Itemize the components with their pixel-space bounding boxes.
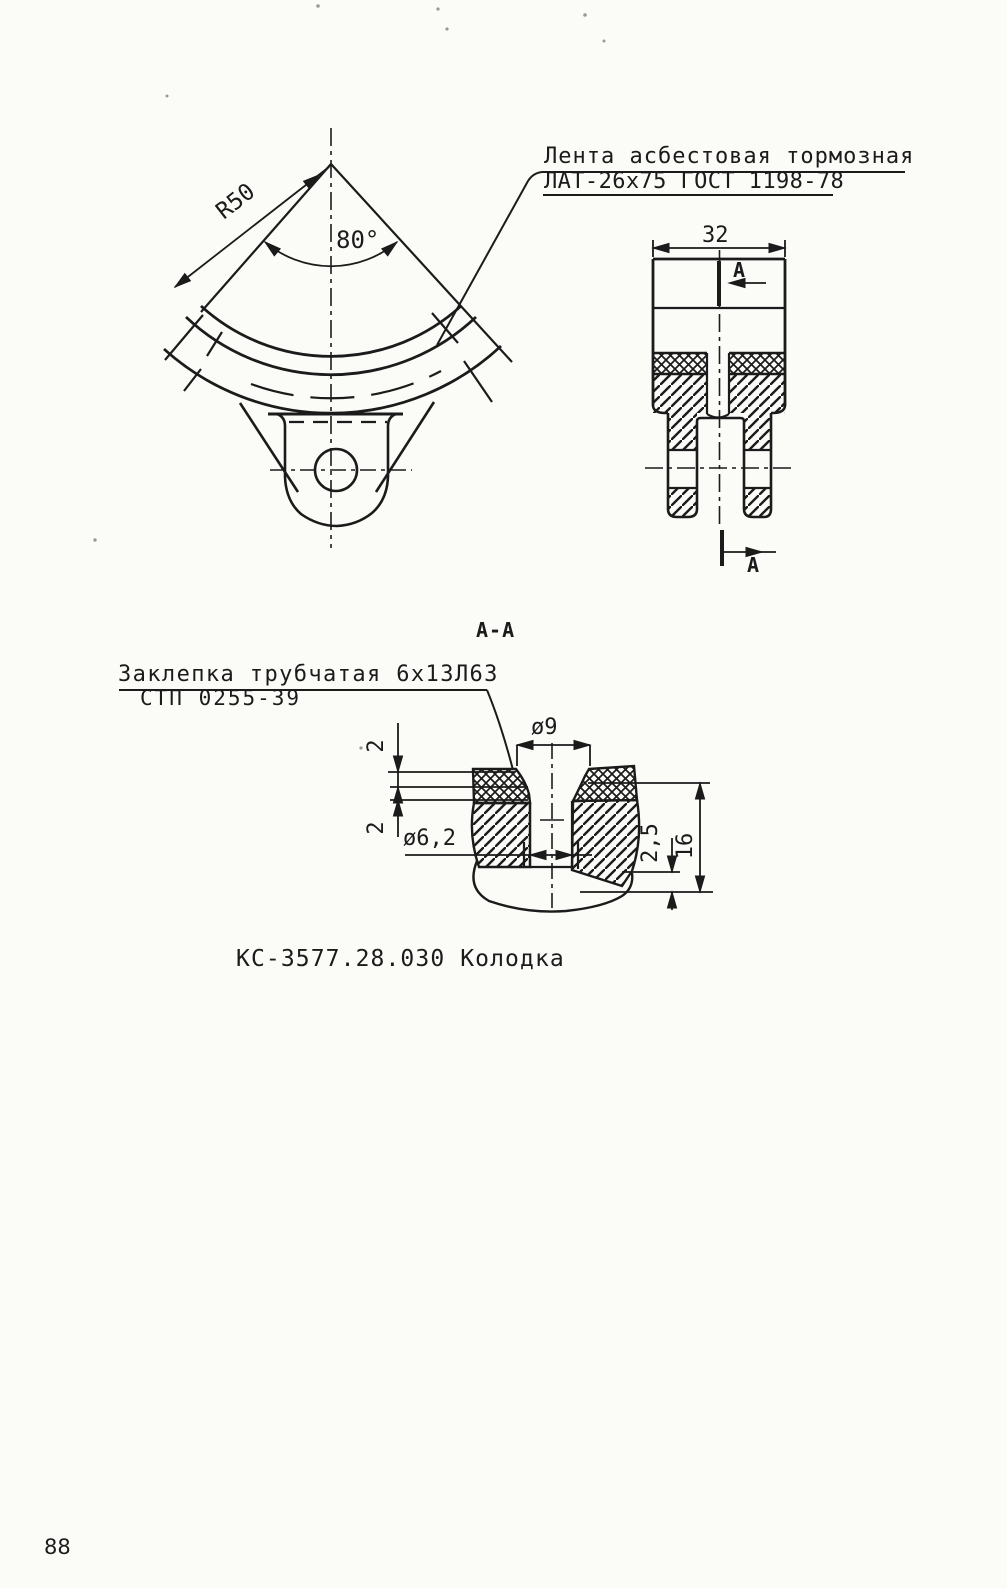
section-title: А-А: [476, 618, 516, 642]
tape-label-line1: Лента асбестовая тормозная: [544, 144, 915, 169]
dim-radius: R50: [211, 178, 261, 225]
side-view-rivet-slot: [707, 353, 729, 418]
tape-leader-line: [437, 172, 542, 345]
lip-arrow-bottom: [667, 892, 676, 908]
tape-label-line2: ЛАТ-26х75 ГОСТ 1198-78: [544, 169, 845, 194]
page-number: 88: [44, 1535, 71, 1559]
height-arrow-bottom: [695, 876, 704, 892]
side-view-tape-xhatch-right: [729, 353, 785, 374]
dim-tape-ply-top: 2: [364, 739, 390, 753]
angle-arrow-right: [382, 238, 400, 255]
dim-width: 32: [702, 223, 729, 248]
dim-hole-dia: ø6,2: [403, 826, 456, 851]
dim-angle: 80°: [336, 226, 380, 254]
width-arrow-right: [769, 243, 785, 252]
side-view-tape-xhatch-left: [653, 353, 707, 374]
dim-lip-height: 2,5: [638, 823, 664, 863]
hole-dia-arrow-right: [556, 850, 572, 859]
drawing-caption: КС-3577.28.030 Колодка: [236, 946, 565, 972]
section-mark-top: А: [733, 258, 746, 282]
head-dia-arrow-left: [517, 740, 533, 749]
side-view: [645, 240, 795, 566]
rivet-leader-line: [487, 690, 513, 770]
section-mark-bottom: А: [747, 553, 760, 577]
scan-specks: [93, 4, 605, 749]
section-view-a-a: [119, 690, 713, 912]
dim-tape-ply-bottom: 2: [364, 821, 390, 835]
head-dia-arrow-right: [574, 740, 590, 749]
rivet-label-line2: СТП 0255-39: [140, 686, 302, 710]
dim-total-height: 16: [673, 832, 699, 860]
width-arrow-left: [653, 243, 669, 252]
section-dim-lines: [388, 723, 713, 910]
dim-rivet-head-dia: ø9: [531, 715, 558, 740]
rivet-tube-walls: [524, 801, 578, 869]
hole-dia-arrow-left: [530, 850, 546, 859]
angle-arrow-left: [262, 238, 280, 255]
section-body-right: [572, 800, 639, 886]
section-tape-left: [473, 769, 530, 803]
height-arrow-top: [695, 783, 704, 799]
ply-arrow-1: [393, 756, 402, 772]
section-body-left: [472, 803, 530, 867]
rivet-label-line1: Заклепка трубчатая 6х13Л63: [118, 662, 499, 687]
